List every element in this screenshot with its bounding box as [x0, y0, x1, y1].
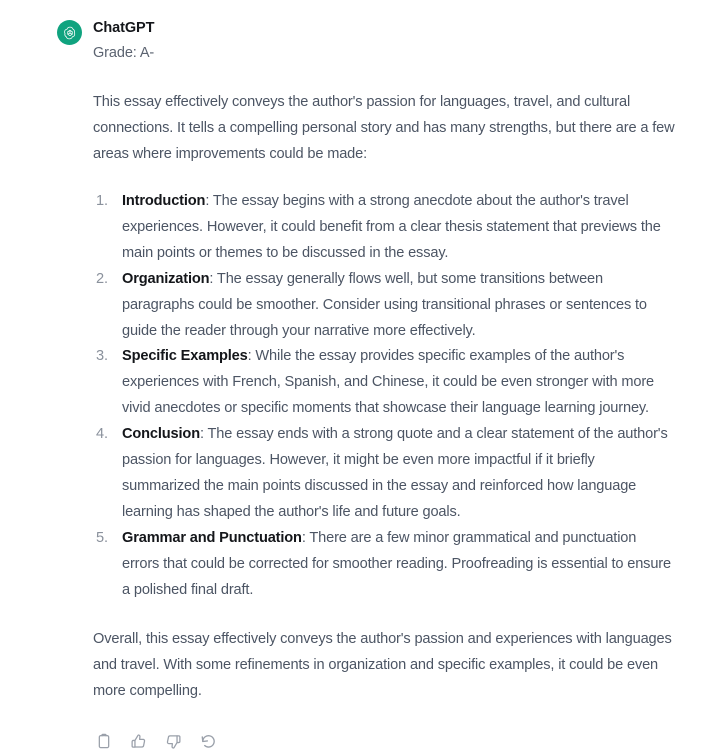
thumbs-up-icon [130, 733, 147, 750]
list-item-label: Conclusion [122, 426, 200, 443]
grade-subtitle: Grade: A- [93, 45, 155, 61]
feedback-list [93, 189, 675, 604]
author-name: ChatGPT [93, 20, 155, 36]
message-header [55, 18, 675, 64]
clipboard-icon [96, 733, 112, 749]
copy-button[interactable] [93, 731, 114, 752]
list-item-text: : The essay generally flows well, but some transitions between paragraphs could be smoother. Consider using transitional phrases or sentences to guide the reader through your narrative more effectively. [122, 270, 647, 339]
list-item-text: : There are a few minor grammatical and punctuation errors that could be corrected for smoother reading. Proofreading is essential to ensure a polished final draft. [122, 529, 671, 598]
list-item [93, 267, 675, 345]
list-item-label: Grammar and Punctuation [122, 529, 302, 546]
openai-logo-icon [62, 25, 78, 41]
regenerate-button[interactable] [198, 731, 219, 752]
list-item-text: : While the essay provides specific examples of the author's experiences with French, Spanish, and Chinese, it could be even stronger with more vivid anecdotes or specific moments that showcase their language learning journey. [122, 348, 655, 417]
list-item [93, 422, 675, 526]
list-item [93, 189, 675, 267]
thumbs-down-button[interactable] [163, 731, 184, 752]
message-body [55, 64, 675, 704]
outro-paragraph: Overall, this essay effectively conveys the author's passion and experiences with languages and travel. With some refinements in organization and specific examples, it could be even more compelling. [93, 630, 672, 699]
list-item-text: : The essay begins with a strong anecdote about the author's travel experiences. However, it could benefit from a clear thesis statement that previews the main points or themes to be discussed in the essay. [122, 193, 661, 261]
thumbs-up-button[interactable] [128, 731, 149, 752]
list-item-label: Organization [122, 270, 210, 287]
avatar [57, 20, 82, 45]
list-item [93, 344, 675, 422]
refresh-icon [200, 733, 217, 750]
intro-paragraph: This essay effectively conveys the author's passion for languages, travel, and cultural connections. It tells a compelling personal story and has many strengths, but there are a few areas where improvements could be made: [93, 94, 675, 162]
list-item-label: Specific Examples [122, 348, 248, 365]
list-item [93, 526, 675, 604]
list-item-label: Introduction [122, 193, 206, 209]
thumbs-down-icon [165, 733, 182, 750]
message-action-bar [55, 731, 675, 752]
list-item-text: : The essay ends with a strong quote and a clear statement of the author's passion for languages. However, it might be even more impactful if it briefly summarized the main points discussed in the essay and reinforced how language learning has shaped the author's life and future goals. [122, 426, 668, 520]
